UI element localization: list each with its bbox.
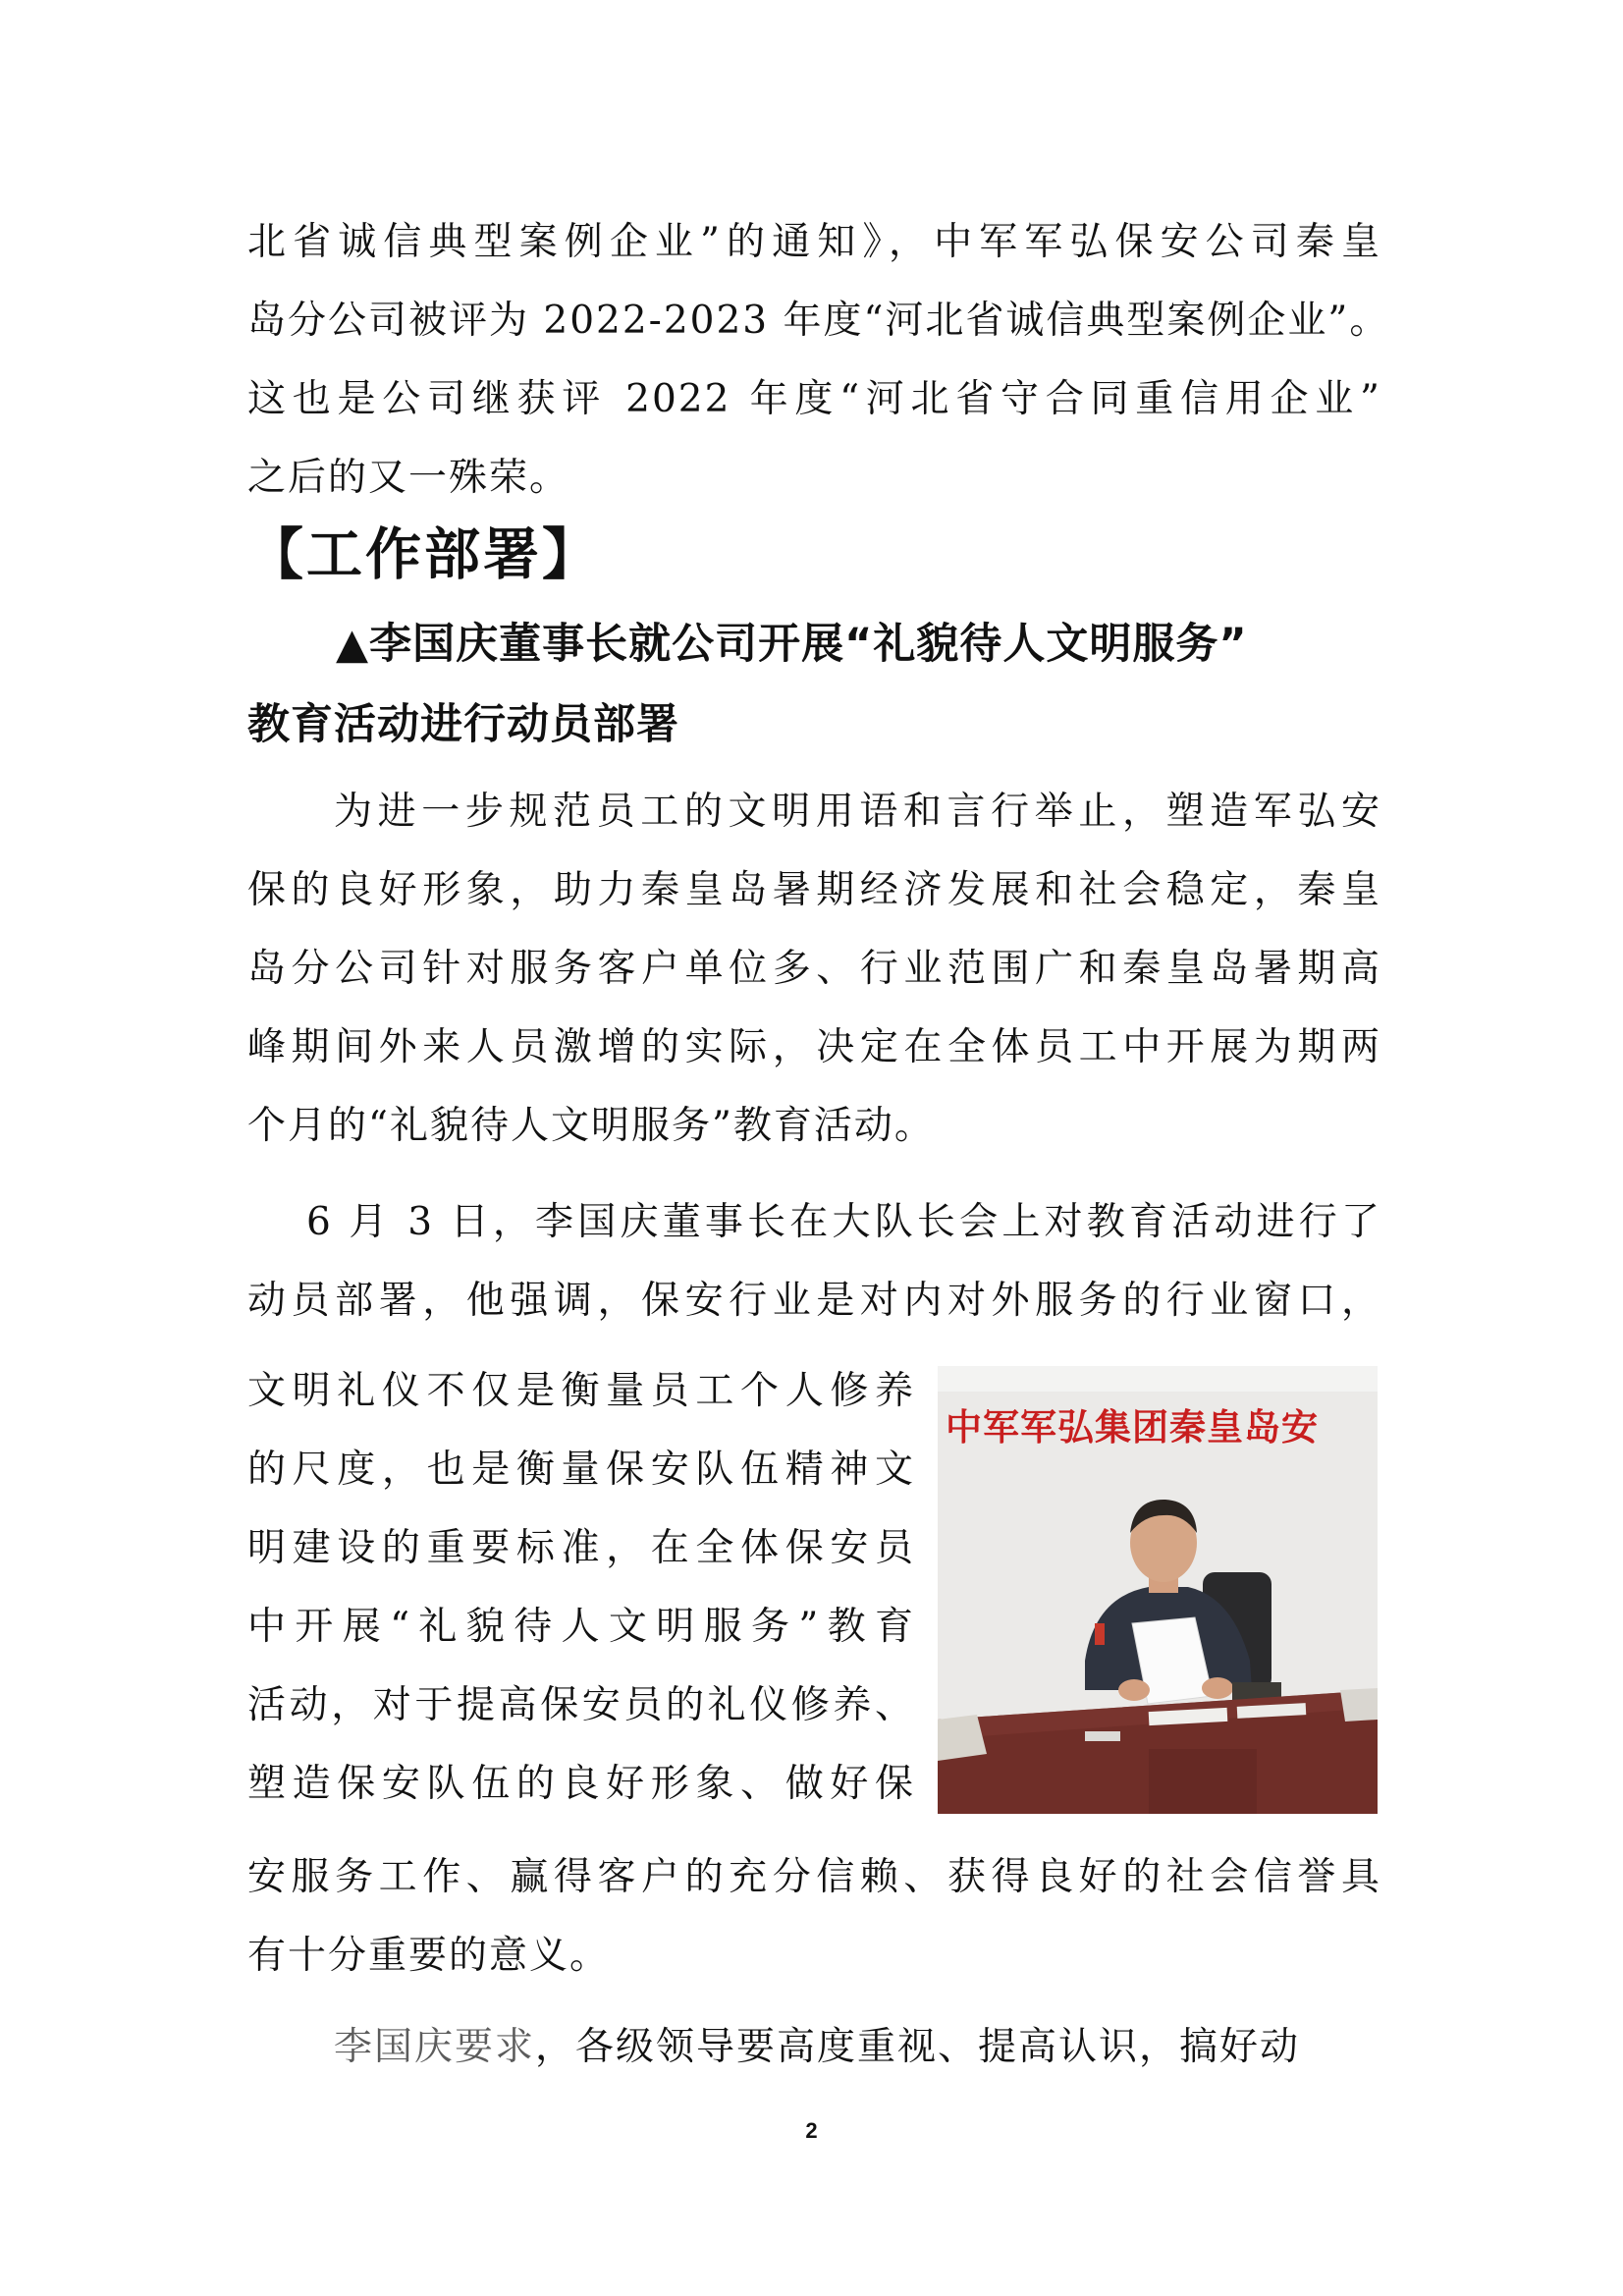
paragraph-2-wrap-line-4: 中开展“礼貌待人文明服务”教育 <box>247 1605 915 1649</box>
intro-line-4: 之后的又一殊荣。 <box>247 456 570 500</box>
wall-sign-text: 中军军弘集团秦皇岛安 <box>946 1405 1319 1449</box>
paragraph-3-line-1 <box>334 2008 1381 2087</box>
page-number: 2 <box>805 2118 818 2143</box>
paragraph-1-line-1: 为进一步规范员工的文明用语和言行举止，塑造军弘安 <box>334 790 1381 834</box>
paragraph-2-wrap-line-6: 塑造保安队伍的良好形象、做好保 <box>247 1762 915 1806</box>
meeting-photo <box>938 1366 1378 1814</box>
section-heading: 【工作部署】 <box>247 522 601 587</box>
paragraph-2-wrap-line-3: 明建设的重要标准，在全体保安员 <box>247 1526 915 1570</box>
intro-line-2: 岛分公司被评为 2022-2023 年度“河北省诚信典型案例企业”。 <box>247 299 1390 343</box>
paragraph-2-tail-line-1: 安服务工作、赢得客户的充分信赖、获得良好的社会信誉具 <box>247 1855 1381 1899</box>
paragraph-1-line-3: 岛分公司针对服务客户单位多、行业范围广和秦皇岛暑期高 <box>247 947 1381 991</box>
headline-line-2: 教育活动进行动员部署 <box>247 700 679 749</box>
paragraph-2-line-2: 动员部署，他强调，保安行业是对内对外服务的行业窗口， <box>247 1279 1381 1323</box>
paragraph-3-lead: 李国庆要求 <box>334 2025 536 2069</box>
paragraph-1-line-5: 个月的“礼貌待人文明服务”教育活动。 <box>247 1104 935 1148</box>
paragraph-2-tail-line-2: 有十分重要的意义。 <box>247 1934 611 1978</box>
paragraph-2-wrap-line-2: 的尺度，也是衡量保安队伍精神文 <box>247 1448 915 1492</box>
paragraph-2-line-1: 6 月 3 日，李国庆董事长在大队长会上对教育活动进行了 <box>306 1200 1381 1244</box>
paragraph-2-wrap-line-5: 活动，对于提高保安员的礼仪修养、 <box>247 1683 915 1727</box>
paragraph-2-wrap-line-1: 文明礼仪不仅是衡量员工个人修养 <box>247 1369 915 1413</box>
paragraph-1-line-2: 保的良好形象，助力秦皇岛暑期经济发展和社会稳定，秦皇 <box>247 868 1381 912</box>
intro-line-3: 这也是公司继获评 2022 年度“河北省守合同重信用企业” <box>247 377 1381 421</box>
intro-line-1: 北省诚信典型案例企业”的通知》，中军军弘保安公司秦皇 <box>247 220 1381 264</box>
paragraph-1-line-4: 峰期间外来人员激增的实际，决定在全体员工中开展为期两 <box>247 1025 1381 1069</box>
meeting-photo-illustration <box>938 1366 1378 1814</box>
paragraph-3-rest: ，各级领导要高度重视、提高认识，搞好动 <box>535 2025 1301 2069</box>
headline-line-1: ▲李国庆董事长就公司开展“礼貌待人文明服务” <box>336 620 1248 669</box>
